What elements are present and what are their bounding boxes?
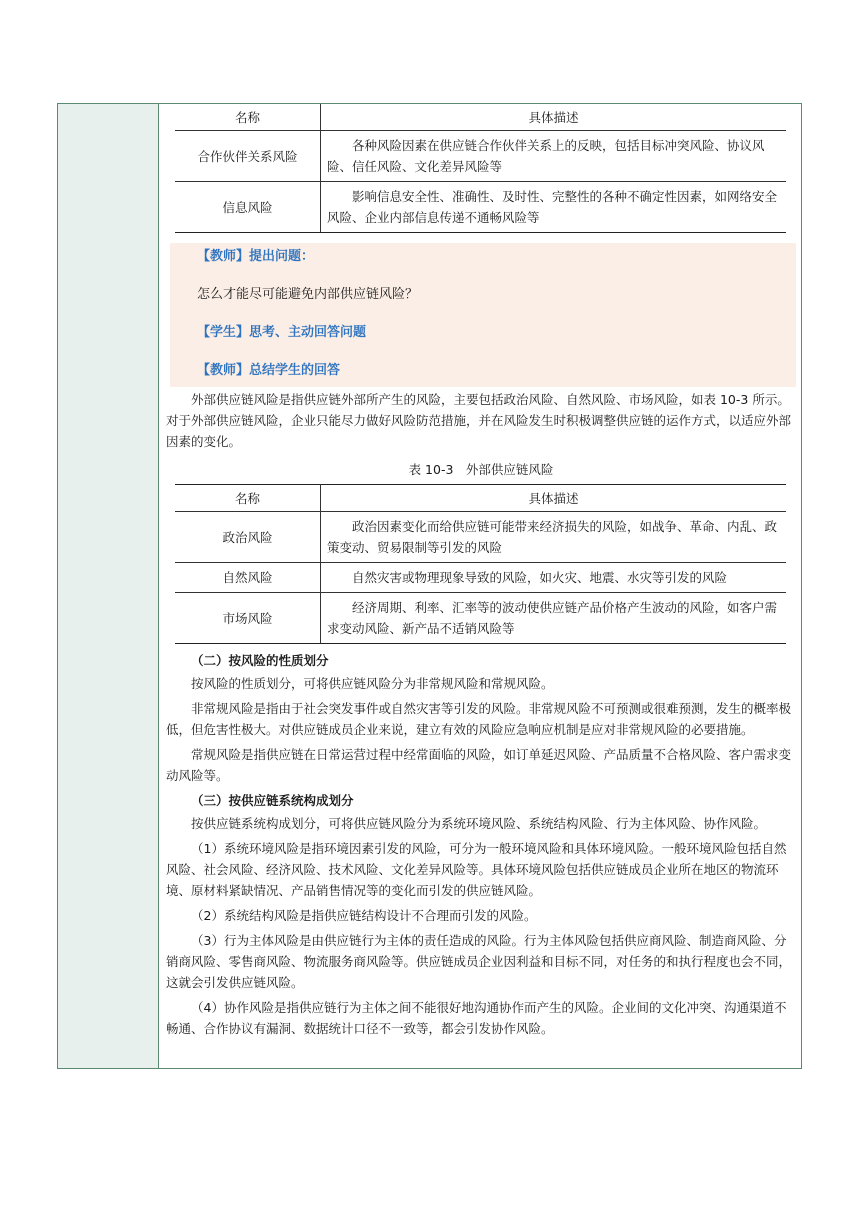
table-header-row [175,104,786,131]
row-desc: 自然灾害或物理现象导致的风险，如火灾、地震、水灾等引发的风险 [321,563,787,593]
header-desc: 具体描述 [321,485,787,512]
section3-p1: 按供应链系统构成划分，可将供应链风险分为系统环境风险、系统结构风险、行为主体风险、协作风险。 [191,816,767,831]
teacher-summary-label: 【教师】总结学生的回答 [197,363,341,378]
row-name: 自然风险 [175,563,321,593]
lesson-frame [57,103,802,1069]
header-name: 名称 [175,485,321,512]
teacher-question-label: 【教师】提出问题： [197,249,315,264]
table-header-row [175,485,786,512]
table-row [175,563,786,593]
discussion-box [170,243,796,387]
table-row [175,512,786,563]
question-text: 怎么才能尽可能避免内部供应链风险？ [197,287,419,302]
external-risk-paragraph: 外部供应链风险是指供应链外部所产生的风险，主要包括政治风险、自然风险、市场风险，如表 10-3 所示。对于外部供应链风险，企业只能尽力做好风险防范措施，并在风险发生时积极调整供应链的运作方式，以适应外部因素的变化。 [166,392,792,449]
header-name: 名称 [175,104,321,131]
section3-p4: （3）行为主体风险是由供应链行为主体的责任造成的风险。行为主体风险包括供应商风险、制造商风险、分销商风险、零售商风险、物流服务商风险等。供应链成员企业因利益和目标不同，对任务的和执行程度也会不同，这就会引发供应链风险。 [166,933,792,990]
row-name: 信息风险 [175,182,321,233]
section2-p1: 按风险的性质划分，可将供应链风险分为非常规风险和常规风险。 [191,676,554,691]
row-name: 政治风险 [175,512,321,563]
section2-heading: （二）按风险的性质划分 [191,653,329,668]
external-risk-table [175,484,786,644]
section3-p3: （2）系统结构风险是指供应链结构设计不合理而引发的风险。 [191,908,537,923]
table-row [175,593,786,644]
section3-heading: （三）按供应链系统构成划分 [191,793,354,808]
section2-p3: 常规风险是指供应链在日常运营过程中经常面临的风险，如订单延迟风险、产品质量不合格风险、客户需求变动风险等。 [166,747,792,783]
section3-p5: （4）协作风险是指供应链行为主体之间不能很好地沟通协作而产生的风险。企业间的文化冲突、沟通渠道不畅通、合作协议有漏洞、数据统计口径不一致等，都会引发协作风险。 [166,1000,787,1036]
table-caption: 表 10-3 外部供应链风险 [408,462,554,477]
internal-risk-table [175,104,786,233]
section2-p2: 非常规风险是指由于社会突发事件或自然灾害等引发的风险。非常规风险不可预测或很难预测，发生的概率极低，但危害性极大。对供应链成员企业来说，建立有效的风险应急响应机制是应对非常规风险的必要措施。 [166,701,792,737]
table-row [175,131,786,182]
table-row [175,182,786,233]
row-desc: 各种风险因素在供应链合作伙伴关系上的反映，包括目标冲突风险、协议风险、信任风险、文化差异风险等 [321,131,787,182]
section3-p2: （1）系统环境风险是指环境因素引发的风险，可分为一般环境风险和具体环境风险。一般环境风险包括自然风险、社会风险、经济风险、技术风险、文化差异风险等。具体环境风险包括供应链成员企业所在地区的物流环境、原材料紧缺情况、产品销售情况等的变化而引发的供应链风险。 [166,841,787,898]
content-area [166,104,796,1039]
header-desc: 具体描述 [321,104,787,131]
student-label: 【学生】思考、主动回答问题 [197,325,367,340]
row-desc: 影响信息安全性、准确性、及时性、完整性的各种不确定性因素，如网络安全风险、企业内部信息传递不通畅风险等 [321,182,787,233]
frame-left-column [58,104,159,1068]
row-name: 合作伙伴关系风险 [175,131,321,182]
row-desc: 经济周期、利率、汇率等的波动使供应链产品价格产生波动的风险，如客户需求变动风险、新产品不适销风险等 [321,593,787,644]
row-desc: 政治因素变化而给供应链可能带来经济损失的风险，如战争、革命、内乱、政策变动、贸易限制等引发的风险 [321,512,787,563]
row-name: 市场风险 [175,593,321,644]
